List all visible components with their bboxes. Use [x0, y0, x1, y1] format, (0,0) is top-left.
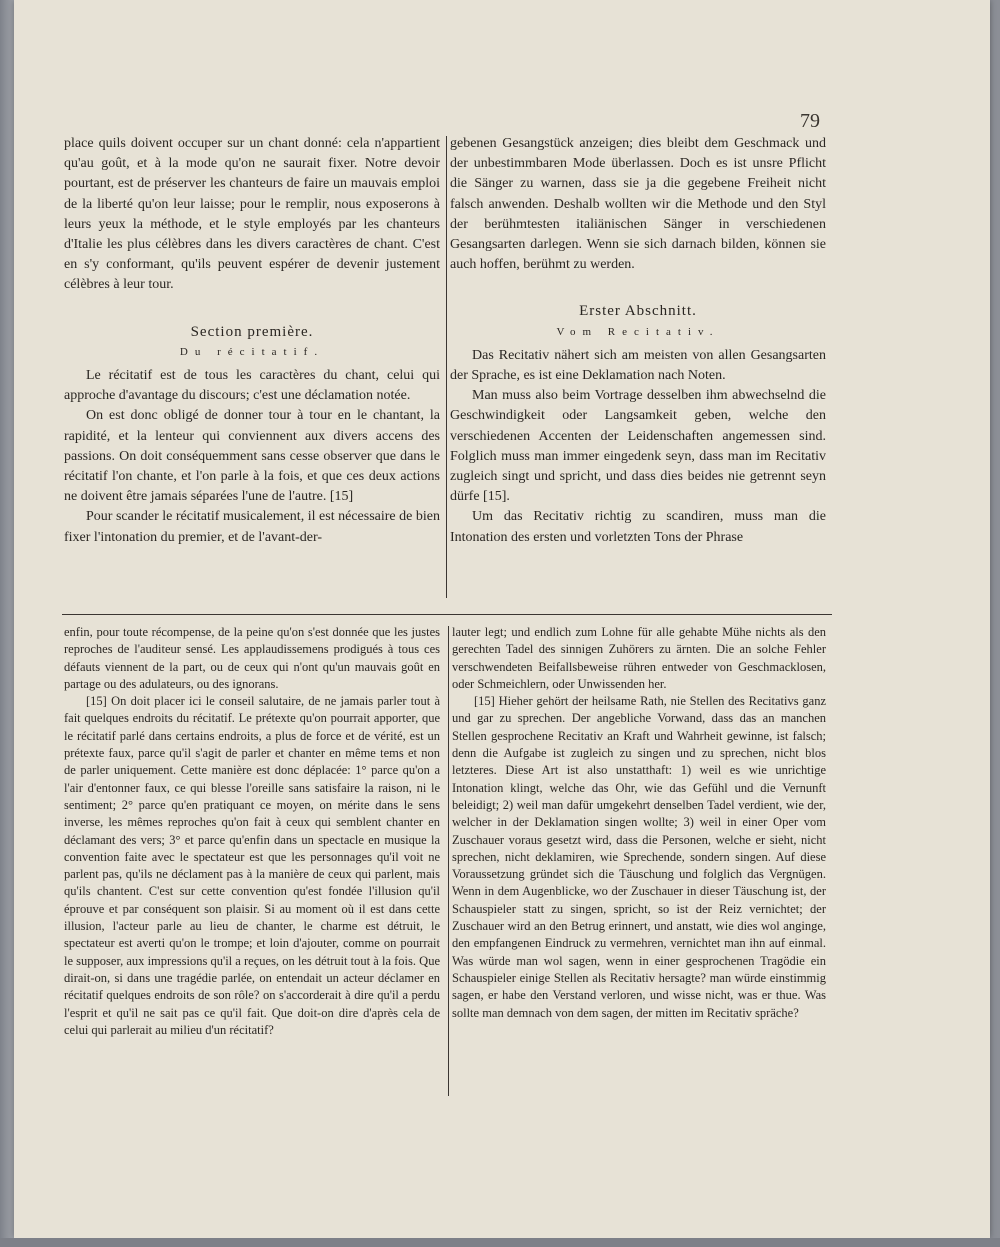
french-footnote-continuation: enfin, pour toute récompense, de la peine qu'on s'est donnée que les justes reproches de l'auditeur sensé. Les applaudissemens prodigués à tous ces défauts viennent de la part, ou de ceux qui n'ont qu'un mauvais goût en partage ou des adulateurs, ou des ignorans. [64, 625, 440, 691]
french-section-subtitle: Du récitatif. [179, 345, 325, 358]
german-intro-paragraph: gebenen Gesangstück anzeigen; dies bleibt dem Geschmack und der unbestimmbaren Mode überlassen. Doch es ist unsre Pflicht die Sänger zu warnen, dass sie ja die gegebene Freiheit nicht falsch anwenden. Deshalb wollten wir die Methode und den Styl der berühmtesten italiänischen Sänger in verschiedenen Gesangsarten darlegen. Wenn sie sich darnach bilden, können sie auch hoffen, berühmt zu werden. [450, 136, 826, 273]
french-footnote-column [64, 624, 440, 1039]
french-footnote-15: [15] On doit placer ici le conseil salutaire, de ne jamais parler tout à fait quelques endroits du récitatif. Le prétexte qu'on pourrait apporter, que le récitatif parlé dans certains endroits, a plus de force et de vérité, est un prétexte faux, parce qu'il s'agit de parler et chanter en même tems et non de parler uniquement. Cette manière est donc déplacée: 1° parce qu'on a l'air d'entonner faux, ce qui blesse l'oreille sans satisfaire la raison, ni le sentiment; 2° parce qu'en pratiquant ce moyen, on mérite dans le sens inverse, les mêmes reproches qu'on fait à ceux qui semblent chanter en déclamant des vers; 3° et parce qu'enfin dans un spectacle en musique la convention faite avec le spectateur est que les personnages qu'il voit ne parlent pas, qu'ils ne déclament pas à la manière de ceux qui parlent, mais qu'ils chantent. C'est sur cette convention qu'est fondée l'illusion qu'il éprouve et par conséquent son plaisir. Si au moment où il est dans cette illusion, l'acteur parle au lieu de chanter, le charme est détruit, le spectateur est averti qu'on le trompe; et loin d'ajouter, comme on pourrait le supposer, aux impressions qu'il a reçues, on les détruit tout à la fois. Que dirait-on, si dans une tragédie parlée, on entendait un acteur déclamer en récitatif quelques endroits de son rôle? on s'accorderait à dire qu'il a perdu l'esprit et qu'il ne sait pas ce qu'il fait. Que doit-on dire d'après cela de celui qui parlerait au milieu d'un récitatif? [64, 694, 440, 1037]
french-intro-paragraph: place quils doivent occuper sur un chant donné: cela n'appartient qu'au goût, et à la mode qu'on ne saurait fixer. Notre devoir pourtant, est de préserver les chanteurs de faire un mauvais emploi de la liberté qu'on leur laisse; pour le remplir, nous exposerons à leurs yeux la méthode, et le style employés par les chanteurs d'Italie les plus célèbres dans les divers caractères de chant. C'est en s'y conformant, qu'ils peuvent espérer de devenir justement célèbres à leur tour. [64, 136, 440, 293]
german-section-subtitle: Vom Recitativ. [556, 325, 720, 338]
french-paragraph: Le récitatif est de tous les caractères du chant, celui qui approche d'avantage du discours; c'est une déclamation notée. [64, 368, 440, 404]
german-paragraph: Um das Recitativ richtig zu scandiren, muss man die Intonation des ersten und vorletzten Tons der Phrase [450, 509, 826, 545]
page-number: 79 [800, 110, 820, 132]
book-spine [0, 0, 14, 1247]
german-main-column [450, 134, 826, 548]
column-divider [446, 136, 447, 598]
page-bottom-edge [0, 1238, 1000, 1247]
german-paragraph: Man muss also beim Vortrage desselben ihm abwechselnd die Geschwindigkeit oder Langsamkeit geben, welche den verschiedenen Accenten der Leidenschaften angemessen sind. Folglich muss man immer eingedenk seyn, dass man im Recitativ zugleich singt und spricht, und dass dies beides nie getrennt seyn dürfe [15]. [450, 388, 826, 505]
french-main-column [64, 134, 440, 548]
french-section-title: Section première. [190, 323, 314, 340]
footnote-column-divider [448, 626, 449, 1096]
german-footnote-continuation: lauter legt; und endlich zum Lohne für alle gehabte Mühe nichts als den gerechten Tadel des sinnigen Zuhörers zu ärnten. Die an solche Fehler verschwendeten Beifallsbeweise rühren entweder von Geschmacklosen, oder Schmeichlern, oder Unwissenden her. [452, 625, 826, 691]
german-footnote-15: [15] Hieher gehört der heilsame Rath, nie Stellen des Recitativs ganz und gar zu sprechen. Der angebliche Vorwand, dass das an manchen Stellen gesprochene Recitativ an Kraft und Wahrheit gewinne, ist falsch; denn die Aufgabe ist zugleich zu singen und zu sprechen, nicht blos letzteres. Diese Art ist also unstatthaft: 1) weil es wie unrichtige Intonation klingt, welche das Ohr, wie das Gefühl und die Vernunft beleidigt; 2) weil man dafür umgekehrt denselben Tadel verdient, wie der, welcher in der Deklamation singen wollte; 3) weil in einer Oper vom Zuschauer voraus gesetzt wird, dass die Personen, welche er sieht, nicht sprechen, nicht deklamiren, wie Sprechende, sondern singen. Auf diese Voraussetzung gründet sich die Täuschung und folglich das Vergnügen. Wenn in dem Augenblicke, wo der Zuschauer in dieser Täuschung ist, der Schauspieler statt zu singen, spricht, so ist der Reiz vernichtet; der Zuschauer wird an den Betrug erinnert, und anstatt, wie dies wol anginge, den empfangenen Eindruck zu vermehren, vernichtet man ihn auf einmal. Was würde man wol sagen, wenn in einer gesprochenen Tragödie ein Schauspieler einige Stellen als Recitativ hersagte? man würde einstimmig sagen, er habe den Verstand verloren, und wisse nicht, was er thue. Was sollte man demnach von dem sagen, der mitten im Recitativ spräche? [452, 694, 826, 1020]
french-paragraph: On est donc obligé de donner tour à tour en le chantant, la rapidité, et la lenteur qui conviennent aux divers accens des passions. On doit conséquemment sans cesse observer que dans le récitatif l'on chante, et l'on parle à la fois, et que ces deux actions ne doivent être jamais séparées l'une de l'autre. [15] [64, 408, 440, 505]
german-footnote-column [452, 624, 826, 1022]
footnote-rule [62, 614, 832, 615]
german-section-title: Erster Abschnitt. [579, 303, 697, 320]
french-paragraph: Pour scander le récitatif musicalement, il est nécessaire de bien fixer l'intonation du premier, et de l'avant-der- [64, 509, 440, 545]
german-paragraph: Das Recitativ nähert sich am meisten von allen Gesangsarten der Sprache, es ist eine Deklamation nach Noten. [450, 347, 826, 384]
